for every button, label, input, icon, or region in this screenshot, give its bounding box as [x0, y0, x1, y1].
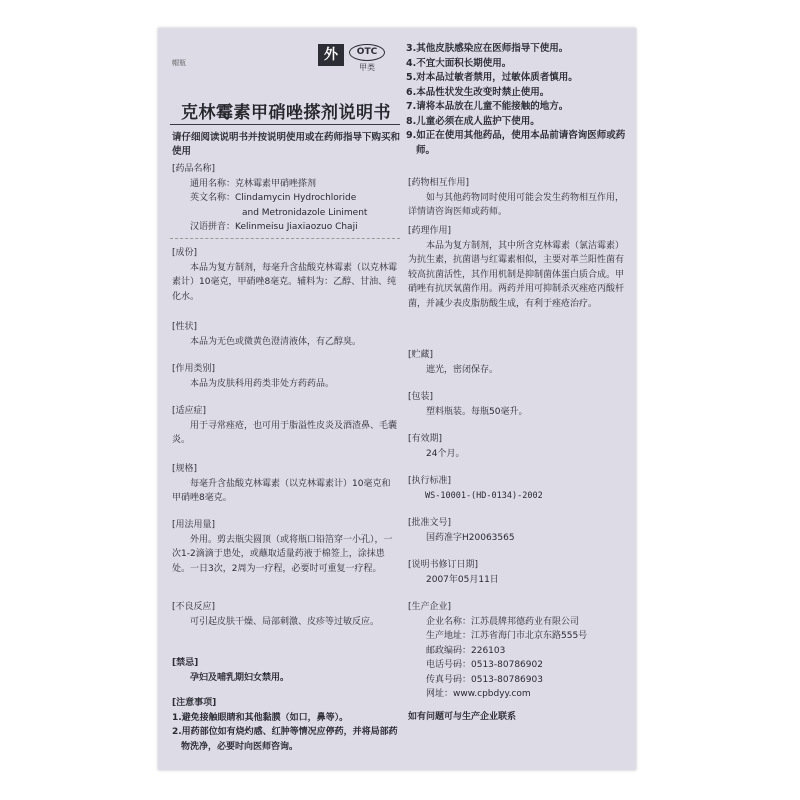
section-divider: [170, 238, 400, 239]
section-composition: [172, 246, 398, 304]
section-usage: [172, 518, 398, 576]
package-text: 塑料瓶装。每瓶50毫升。: [426, 406, 528, 417]
note-item-8: 8.儿童必须在成人监护下使用。: [406, 115, 540, 127]
company-postcode: 邮政编码：226103: [426, 645, 506, 656]
pinyin-name: 汉语拼音：Kelinmeisu Jiaxiaozuo Chaji: [190, 222, 358, 232]
section-spec: [172, 462, 398, 506]
section-heading: [性状]: [172, 322, 198, 332]
section-validity: [408, 432, 630, 461]
section-heading: [不良反应]: [172, 602, 216, 612]
page-title: 克林霉素甲硝唑搽剂说明书: [181, 103, 391, 123]
approval-text: 国药准字H20063565: [426, 532, 515, 543]
company-phone: 电话号码：0513-80786902: [426, 660, 543, 670]
otc-logo: OTC: [349, 44, 385, 61]
adverse-text: 可引起皮肤干燥、局部刺激、皮疹等过敏反应。: [190, 616, 380, 627]
note-item-1: 1.避免接触眼睛和其他黏膜（如口，鼻等）。: [172, 712, 349, 723]
section-heading: [注意事项]: [172, 698, 217, 708]
section-approval: [408, 516, 630, 545]
section-drug-name: [172, 162, 400, 235]
validity-text: 24个月。: [426, 448, 465, 459]
external-use-badge: 外: [318, 44, 344, 66]
section-indication: [172, 404, 398, 448]
section-package: [408, 390, 630, 419]
indication-text: 用于寻常痤疮，也可用于脂溢性皮炎及酒渣鼻、毛囊炎。: [172, 420, 398, 445]
company-fax: 传真号码：0513-80786903: [426, 674, 543, 685]
interaction-text: 如与其他药物同时使用可能会发生药物相互作用，详情请咨询医师或药师。: [408, 192, 625, 217]
note-item-2: 2.用药部位如有烧灼感、红肿等情况应停药，并将局部药物洗净，必要时向医师咨询。: [172, 727, 398, 752]
section-heading: [药品名称]: [172, 164, 216, 174]
section-heading: [生产企业]: [408, 602, 452, 612]
section-contraindication: [172, 656, 398, 685]
otc-badge: [349, 44, 385, 73]
english-name-line-2: and Metronidazole Liniment: [242, 207, 368, 218]
section-storage: [408, 348, 630, 377]
contraindication-text: 孕妇及哺乳期妇女禁用。: [190, 672, 290, 683]
otc-class: 甲类: [359, 63, 375, 72]
section-character: [172, 320, 398, 349]
section-heading: [适应症]: [172, 406, 207, 416]
section-manufacturer: [408, 600, 634, 702]
section-heading: [包装]: [408, 392, 434, 402]
section-adverse: [172, 600, 398, 629]
company-website: 网址：www.cpbdyy.com: [426, 689, 531, 699]
section-heading: [规格]: [172, 464, 198, 474]
section-heading: [批准文号]: [408, 518, 452, 528]
otc-badge-group: [318, 44, 385, 73]
section-standard: [408, 474, 630, 503]
category-text: 本品为皮肤科用药类非处方药药品。: [190, 378, 335, 389]
standard-text: WS-10001-(HD-0134)-2002: [425, 490, 543, 501]
note-item-4: 4.不宜大面积长期使用。: [406, 57, 512, 69]
note-item-5: 5.对本品过敏者禁用，过敏体质者慎用。: [406, 72, 578, 83]
section-heading: [药理作用]: [408, 226, 452, 236]
section-revision-date: [408, 558, 630, 587]
note-item-9: 9.如正在使用其他药品，使用本品前请咨询医师或药师。: [406, 130, 626, 156]
title-divider: [170, 124, 400, 125]
contact-note: 如有问题可与生产企业联系: [408, 712, 517, 722]
notes-continued: [406, 42, 636, 158]
note-item-7: 7.请将本品放在儿童不能接触的地方。: [406, 101, 569, 112]
caution-note: 请仔细阅读说明书并按说明使用或在药师指导下购买和使用: [172, 132, 401, 157]
character-text: 本品为无色或微黄色澄清液体，有乙醇臭。: [190, 336, 362, 347]
common-name: 通用名称：克林霉素甲硝唑搽剂: [190, 178, 317, 189]
section-category: [172, 362, 398, 391]
brand-mark: 帽瓶: [172, 59, 186, 67]
section-heading: [成份]: [172, 248, 198, 258]
english-name-line-1: 英文名称：Clindamycin Hydrochloride: [190, 193, 357, 203]
section-heading: [用法用量]: [172, 520, 216, 530]
company-address: 生产地址：江苏省海门市北京东路555号: [426, 631, 588, 641]
pharmacology-text: 本品为复方制剂，其中所含克林霉素（氯洁霉素）为抗生素，抗菌谱与红霉素相似，主要对革兰阳性菌有较高抗菌活性，其作用机制是抑制菌体蛋白质合成。甲硝唑有抗厌氧菌作用。两药并用可抑制杀灭痤疮丙酸杆菌，并减少表皮脂肪酸生成，有利于痤疮治疗。: [408, 240, 625, 309]
section-heading: [作用类别]: [172, 364, 216, 374]
section-pharmacology: [408, 224, 630, 311]
section-heading: [说明书修订日期]: [408, 560, 479, 570]
spec-text: 每毫升含盐酸克林霉素（以克林霉素计）10毫克和甲硝唑8毫克。: [172, 478, 391, 503]
section-heading: [药物相互作用]: [408, 178, 470, 188]
composition-text: 本品为复方制剂，每毫升含盐酸克林霉素（以克林霉素计）10毫克，甲硝唑8毫克。辅料为：乙醇、甘油、纯化水。: [172, 262, 398, 302]
company-name: 企业名称：江苏晨牌邦德药业有限公司: [426, 616, 580, 627]
revision-date-text: 2007年05月11日: [426, 574, 499, 585]
section-heading: [贮藏]: [408, 350, 434, 360]
section-heading: [执行标准]: [408, 476, 452, 486]
section-interaction: [408, 176, 630, 220]
section-heading: [有效期]: [408, 434, 443, 444]
note-item-3: 3.其他皮肤感染应在医师指导下使用。: [406, 43, 569, 54]
note-item-6: 6.本品性状发生改变时禁止使用。: [406, 86, 550, 98]
section-heading: [禁忌]: [172, 658, 199, 668]
storage-text: 遮光，密闭保存。: [426, 364, 499, 375]
section-notes: [172, 696, 400, 754]
usage-text: 外用。剪去瓶尖圆顶（或将瓶口铅箔穿一小孔），一次1-2滴滴于患处，或蘸取适量药液于棉签上，涂抹患处。一日3次，2周为一疗程，必要时可重复一疗程。: [172, 534, 393, 574]
